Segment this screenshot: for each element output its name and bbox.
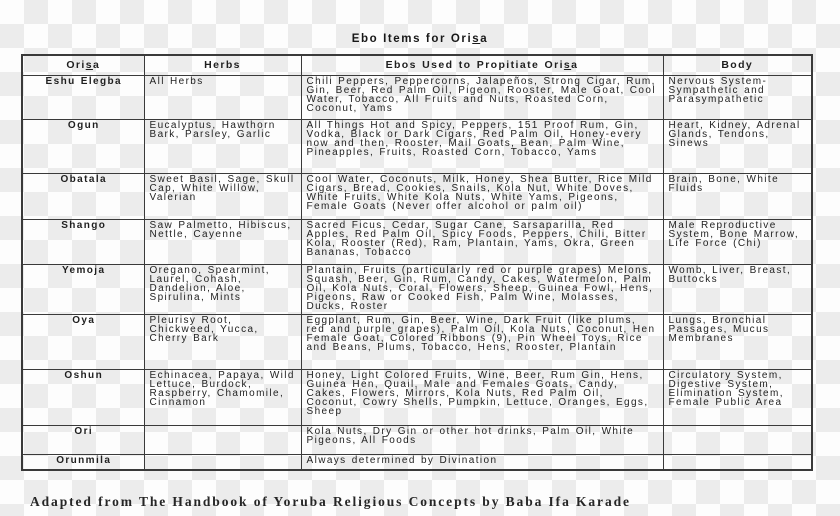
ebo-items-table [21, 54, 813, 471]
column-header-ebos [301, 55, 663, 76]
header-ebos-text-end: a [571, 59, 579, 71]
table-row [22, 455, 812, 471]
column-header-body: Body [663, 55, 812, 76]
header-ebos-underlined-s: s [563, 59, 572, 71]
herbs-cell: Saw Palmetto, Hibiscus, Nettle, Cayenne [144, 220, 301, 265]
herbs-cell: Pleurisy Root, Chickweed, Yucca, Cherry Bark [144, 315, 301, 370]
table-row [22, 120, 812, 174]
header-ebos-text: Ebos Used to Propitiate Ori [385, 59, 564, 71]
header-orisa-underlined-s: s [85, 59, 93, 71]
ebos-cell: Cool Water, Coconuts, Milk, Honey, Shea Butter, Rice Mild Cigars, Bread, Cookies, Snails, Kola Nut, White Doves, White Fruits, White Kola Nuts, White Yams, Pigeons, Female Goats (Never offer alcohol or palm oil) [301, 174, 663, 220]
source-attribution: Adapted from The Handbook of Yoruba Religious Concepts by Baba Ifa Karade [30, 494, 631, 509]
header-orisa-text: Ori [66, 59, 86, 71]
ebos-cell: Sacred Ficus, Cedar, Sugar Cane, Sarsaparilla, Red Apples, Red Palm Oil, Spicy Foods, Peppers, Chili, Bitter Kola, Rooster (Red), Ram, Plantain, Yams, Okra, Green Bananas, Tobacco [301, 220, 663, 265]
ebos-cell: Eggplant, Rum, Gin, Beer, Wine, Dark Fruit (like plums, red and purple grapes), Palm Oil, Kola Nuts, Coconut, Hen Female Goat, Colored Ribbons (9), Pin Wheel Toys, Rice and Beans, Plums, Tobacco, Hens, Rooster, Plantain [301, 315, 663, 370]
herbs-cell: Echinacea, Papaya, Wild Lettuce, Burdock, Raspberry, Chamomile, Cinnamon [144, 370, 301, 426]
page-title-text-end: a [480, 33, 489, 45]
table-row [22, 76, 812, 120]
column-header-orisa [22, 55, 144, 76]
ebos-cell: All Things Hot and Spicy, Peppers, 151 Proof Rum, Gin, Vodka, Black or Dark Cigars, Red Palm Oil, Honey-every now and then, Rooster, Mail Goats, Bean, Palm Wine, Pineapples, Fruits, Roasted Corn, Tobacco, Yams [301, 120, 663, 174]
ebos-cell: Chili Peppers, Peppercorns, Jalapeños, Strong Cigar, Rum, Gin, Beer, Red Palm Oil, Pigeon, Rooster, Male Goat, Cool Water, Tobacco, All Fruits and Nuts, Roasted Corn, Coconut, Yams [301, 76, 663, 120]
table-row [22, 174, 812, 220]
orisa-name-cell: Ogun [22, 120, 144, 174]
page-title [0, 33, 840, 45]
header-orisa-text-end: a [92, 59, 101, 71]
herbs-cell [144, 426, 301, 455]
herbs-cell: Oregano, Spearmint, Laurel, Cohash, Dandelion, Aloe, Spirulina, Mints [144, 265, 301, 315]
orisa-name-cell: Eshu Elegba [22, 76, 144, 120]
table-header-row [22, 55, 812, 76]
page-title-underlined-s: s [472, 33, 481, 45]
table-row [22, 220, 812, 265]
body-cell: Heart, Kidney, Adrenal Glands, Tendons, Sinews [663, 120, 812, 174]
body-cell [663, 455, 812, 471]
body-cell: Womb, Liver, Breast, Buttocks [663, 265, 812, 315]
table-row [22, 265, 812, 315]
orisa-name-cell: Shango [22, 220, 144, 265]
herbs-cell: All Herbs [144, 76, 301, 120]
orisa-name-cell: Oya [22, 315, 144, 370]
body-cell: Lungs, Bronchial Passages, Mucus Membranes [663, 315, 812, 370]
ebos-cell: Honey, Light Colored Fruits, Wine, Beer, Rum Gin, Hens, Guinea Hen, Quail, Male and Females Goats, Candy, Cakes, Flowers, Mirrors, Kola Nuts, Red Palm Oil, Coconut, Cowry Shells, Pumpkin, Lettuce, Oranges, Eggs, Sheep [301, 370, 663, 426]
body-cell: Nervous System- Sympathetic and Parasympathetic [663, 76, 812, 120]
ebos-cell: Always determined by Divination [301, 455, 663, 471]
orisa-name-cell: Obatala [22, 174, 144, 220]
herbs-cell: Eucalyptus, Hawthorn Bark, Parsley, Garlic [144, 120, 301, 174]
ebos-cell: Plantain, Fruits (particularly red or purple grapes) Melons, Squash, Beer, Gin, Rum, Candy, Cakes, Watermelon, Palm Oil, Kola Nuts, Coral, Flowers, Sheep, Guinea Fowl, Hens, Pigeons, Raw or Cooked Fish, Palm Wine, Molasses, Ducks, Roster [301, 265, 663, 315]
body-cell [663, 426, 812, 455]
column-header-herbs: Herbs [144, 55, 301, 76]
ebos-cell: Kola Nuts, Dry Gin or other hot drinks, Palm Oil, White Pigeons, All Foods [301, 426, 663, 455]
herbs-cell [144, 455, 301, 471]
body-cell: Male Reproductive System, Bone Marrow, Life Force (Chi) [663, 220, 812, 265]
body-cell: Circulatory System, Digestive System, Elimination System, Female Public Area [663, 370, 812, 426]
table-row [22, 426, 812, 455]
page-title-text: Ebo Items for Ori [351, 33, 473, 45]
orisa-name-cell: Orunmila [22, 455, 144, 471]
table-row [22, 315, 812, 370]
herbs-cell: Sweet Basil, Sage, Skull Cap, White Willow, Valerian [144, 174, 301, 220]
table-row [22, 370, 812, 426]
orisa-name-cell: Oshun [22, 370, 144, 426]
body-cell: Brain, Bone, White Fluids [663, 174, 812, 220]
orisa-name-cell: Yemoja [22, 265, 144, 315]
orisa-name-cell: Ori [22, 426, 144, 455]
